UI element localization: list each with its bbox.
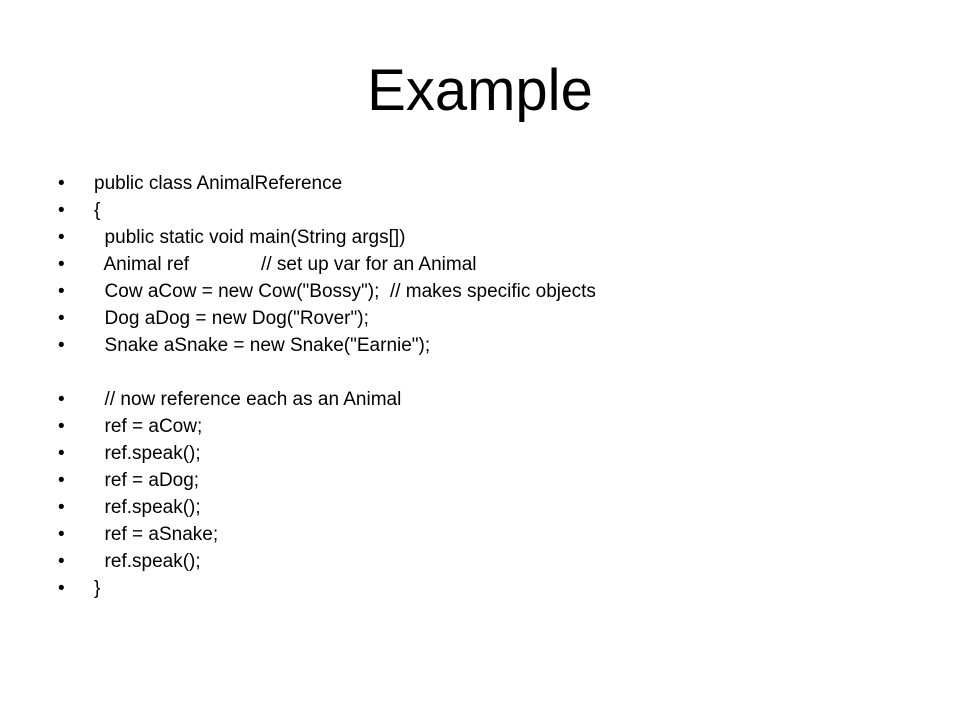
bullet-line xyxy=(58,170,343,197)
bullet-line xyxy=(58,386,402,413)
bullet-line xyxy=(58,440,201,467)
code-line-text: ref.speak(); xyxy=(94,443,201,464)
code-line-text: // now reference each as an Animal xyxy=(94,389,402,410)
bullet-icon: • xyxy=(58,227,65,248)
bullet-icon: • xyxy=(58,389,65,410)
bullet-line xyxy=(58,548,201,575)
bullet-icon: • xyxy=(58,578,65,599)
code-line-text: ref = aDog; xyxy=(94,470,200,491)
bullet-line xyxy=(58,224,406,251)
code-line-text: ref = aSnake; xyxy=(94,524,219,545)
code-line-text: Cow aCow = new Cow("Bossy"); // makes specific objects xyxy=(94,281,596,302)
code-line-text: ref = aCow; xyxy=(94,416,203,437)
bullet-line xyxy=(58,305,369,332)
bullet-icon: • xyxy=(58,470,65,491)
bullet-icon: • xyxy=(58,281,65,302)
bullet-line xyxy=(58,278,596,305)
bullet-line xyxy=(58,413,203,440)
bullet-icon: • xyxy=(58,254,65,275)
bullet-icon: • xyxy=(58,173,65,194)
bullet-line xyxy=(58,575,101,602)
bullet-line xyxy=(58,521,219,548)
bullet-line xyxy=(58,332,431,359)
bullet-icon: • xyxy=(58,443,65,464)
bullet-icon: • xyxy=(58,335,65,356)
code-line-text: { xyxy=(94,200,101,221)
code-line-text: Animal ref xyxy=(94,254,190,275)
bullet-icon: • xyxy=(58,497,65,518)
code-line-text: Snake aSnake = new Snake("Earnie"); xyxy=(94,335,431,356)
bullet-icon: • xyxy=(58,200,65,221)
code-line-text: ref.speak(); xyxy=(94,551,201,572)
bullet-icon: • xyxy=(58,551,65,572)
bullet-icon: • xyxy=(58,416,65,437)
bullet-icon: • xyxy=(58,524,65,545)
code-line-wrapper xyxy=(94,251,477,278)
code-line-text: Dog aDog = new Dog("Rover"); xyxy=(94,308,369,329)
code-comment-text: // set up var for an Animal xyxy=(261,254,477,275)
code-line-text: } xyxy=(94,578,101,599)
code-line-text: ref.speak(); xyxy=(94,497,201,518)
code-bullet-list xyxy=(58,170,596,602)
code-line-text: public class AnimalReference xyxy=(94,173,343,194)
bullet-line xyxy=(58,197,101,224)
bullet-line xyxy=(58,494,201,521)
slide-title: Example xyxy=(367,58,593,123)
code-line-text: public static void main(String args[]) xyxy=(94,227,406,248)
bullet-icon: • xyxy=(58,308,65,329)
bullet-line xyxy=(58,467,200,494)
bullet-line xyxy=(58,251,477,278)
